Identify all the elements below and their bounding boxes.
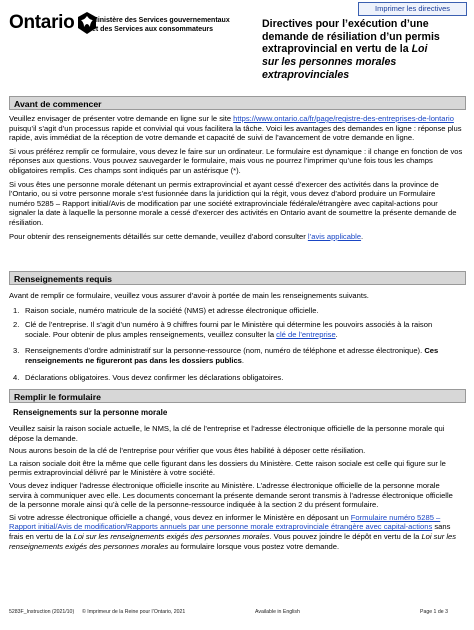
online-registry-link-b[interactable]: entreprises-de-lontario: [377, 114, 454, 123]
online-registry-link[interactable]: [233, 114, 454, 123]
required-item-3: [13, 346, 453, 365]
page-title: [262, 18, 467, 82]
required-item-3-text-b: .: [241, 355, 245, 365]
fill-paragraph-1: Veuillez saisir la raison sociale actuelle, le NMS, la clé de l’entreprise et l’adresse électronique officielle de la personne morale qui dépose la demande.: [9, 424, 445, 443]
fill-paragraph-2: Nous aurons besoin de la clé de l’entreprise pour vérifier que vous êtes habilité à déposer cette résiliation.: [9, 446, 366, 456]
title-line-4: [262, 56, 467, 69]
fill-p5-text-b: sans frais en vertu de la: [9, 522, 451, 541]
logo-text: Ontario: [9, 12, 75, 33]
section-heading-fill: Remplir le formulaire: [9, 389, 466, 403]
online-registry-link-a[interactable]: https://www.ontario.ca/fr/page/registre-des-: [233, 114, 378, 123]
title-line-3: [262, 43, 467, 56]
page-header: [0, 0, 474, 95]
print-instructions-button[interactable]: Imprimer les directives: [358, 2, 467, 16]
footer-page-number: Page 1 de 3: [420, 609, 448, 615]
required-item-2-number: 2.: [13, 320, 20, 329]
required-intro: Avant de remplir ce formulaire, veuillez vous assurer d’avoir à portée de main les renseignements suivants.: [9, 291, 369, 300]
fill-paragraph-5: [9, 513, 463, 551]
required-item-2-text: [25, 320, 453, 339]
business-key-link[interactable]: clé de l’entreprise: [276, 329, 336, 339]
required-item-2-text-b: .: [335, 329, 338, 339]
fill-p5-text-c: . Vous pouvez joindre le dépôt en vertu de la: [269, 531, 422, 541]
required-item-3-text-a: Renseignements d’ordre administratif sur la personne-ressource (nom, numéro de téléphone et adresse électronique).: [25, 346, 425, 355]
form-5285-link[interactable]: Formulaire numéro 5285 – Rapport initial/Avis de modification/Rapports annuels par une personne morale extraprovinciale étrangère avec capital-actions: [9, 512, 441, 532]
before-p1-text-a: Veuillez envisager de présenter votre demande en ligne sur le site: [9, 114, 234, 123]
before-section-body: [9, 114, 463, 241]
before-paragraph-4: [9, 232, 463, 242]
before-p4-text-b: .: [361, 231, 364, 241]
required-item-2: [13, 320, 453, 339]
title-line-1: Directives pour l’exécution d’une: [262, 18, 429, 30]
ministry-line-2: et des Services aux consommateurs: [92, 26, 214, 33]
fill-p5-law-name: Loi sur les renseignements exigés des personnes morales: [73, 531, 270, 541]
before-p1-text-b: puisqu’il s’agit d’un processus rapide et convivial qui vous facilitera la tâche. Voici les avantages des demandes en ligne : réponse plus rapide, avis immédiat de la réception de votre demande et capacité de suivi de l’avancement de votre demande en ligne.: [9, 123, 462, 143]
title-law-line-4: sur les personnes morales: [262, 56, 397, 69]
ministry-line-1: Ministère des Services gouvernementaux: [92, 17, 230, 24]
required-item-3-text: [25, 346, 453, 365]
required-item-4-number: 4.: [13, 373, 20, 382]
fill-paragraph-3: La raison sociale doit être la même que celle figurant dans les dossiers du Ministère. Cette raison sociale est celle qui figure sur le permis extraprovincial délivré par le Ministère à votre société.: [9, 458, 446, 478]
fill-section-body: [9, 424, 463, 551]
required-item-1-number: 1.: [13, 306, 20, 315]
fill-p5-text-d: au formulaire lorsque vous postez votre demande.: [168, 541, 340, 551]
before-paragraph-2: Si vous préférez remplir ce formulaire, vous devez le faire sur un ordinateur. Le formulaire est dynamique : il change en fonction de vos réponses aux questions. Vous pouvez sauvegarder le formulaire, mais vous ne pourrez l’imprimer qu’une fois tous les champs obligatoires remplis. Ces champs sont indiqués par un astérisque (*).: [9, 146, 463, 175]
section-heading-before: Avant de commencer: [9, 96, 466, 110]
before-paragraph-1: [9, 114, 463, 143]
title-line-5: [262, 69, 467, 82]
title-law-line-5: extraprovinciales: [262, 68, 350, 81]
title-line-2: demande de résiliation d’un permis: [262, 30, 440, 43]
required-item-3-bold: Ces renseignements ne figureront pas dans les dossiers publics: [25, 346, 439, 365]
fill-p5-law-name-2: Loi sur les renseignements exigés des personnes morales: [9, 531, 457, 551]
corporation-info-subheading: Renseignements sur la personne morale: [13, 408, 168, 417]
required-item-2-text-a: Clé de l’entreprise. Il s’agit d’un numéro à 9 chiffres fourni par le Ministère qui détermine les pouvoirs associés à la raison sociale. Pour obtenir de plus amples renseignements, veuillez consulter la: [25, 320, 433, 339]
footer-form-code: 5283F_Instruction (2021/10): [9, 609, 75, 615]
title-line-3-text: extraprovincial en vertu de la: [262, 43, 412, 56]
ministry-name: [92, 16, 262, 34]
fill-paragraph-4: Vous devez indiquer l’adresse électronique officielle inscrite au Ministère. L’adresse électronique officielle de la personne morale servira à communiquer avec elle. Les documents concernant la présente demande seront transmis à l’adresse électronique officielle de la personne morale ainsi qu’à celle de la personne-ressource indiquée à la section 2 du présent formulaire.: [9, 480, 453, 510]
required-item-4-text: Déclarations obligatoires. Vous devez confirmer les déclarations obligatoires.: [25, 373, 284, 382]
before-paragraph-3: Si vous êtes une personne morale détenant un permis extraprovincial et ayant cessé d’exercer des activités dans la province de l’Ontario, ou si votre personne morale s’est fusionnée dans la juridiction qui la régit, vous devez d’abord produire un Formulaire numéro 5285 – Rapport initial/Avis de modification par une société extraprovinciale fédérale/étrangère avec capital-actions pour signaler la date à laquelle la personne morale a cessé d’exercer des activités en Ontario avant de soumettre la présente demande de résiliation.: [9, 179, 457, 227]
fill-p5-text-a: Si votre adresse électronique officielle a changé, vous devez en informer le Ministère en déposant un: [9, 512, 351, 522]
ontario-logo: [9, 11, 97, 35]
required-item-1: [13, 306, 453, 316]
required-item-1-text: Raison sociale, numéro matricule de la société (NMS) et adresse électronique officielle.: [25, 306, 319, 315]
footer-available-english: Available in English: [255, 609, 300, 615]
applicable-notice-link[interactable]: l’avis applicable: [307, 231, 362, 241]
title-law-word: Loi: [411, 43, 428, 56]
before-p4-text-a: Pour obtenir des renseignements détaillés sur cette demande, veuillez d’abord consulter: [9, 231, 308, 241]
required-item-4: [13, 373, 453, 383]
required-item-3-number: 3.: [13, 346, 20, 355]
section-heading-required: Renseignements requis: [9, 271, 466, 285]
footer-copyright: © Imprimeur de la Reine pour l’Ontario, 2021: [82, 609, 186, 615]
